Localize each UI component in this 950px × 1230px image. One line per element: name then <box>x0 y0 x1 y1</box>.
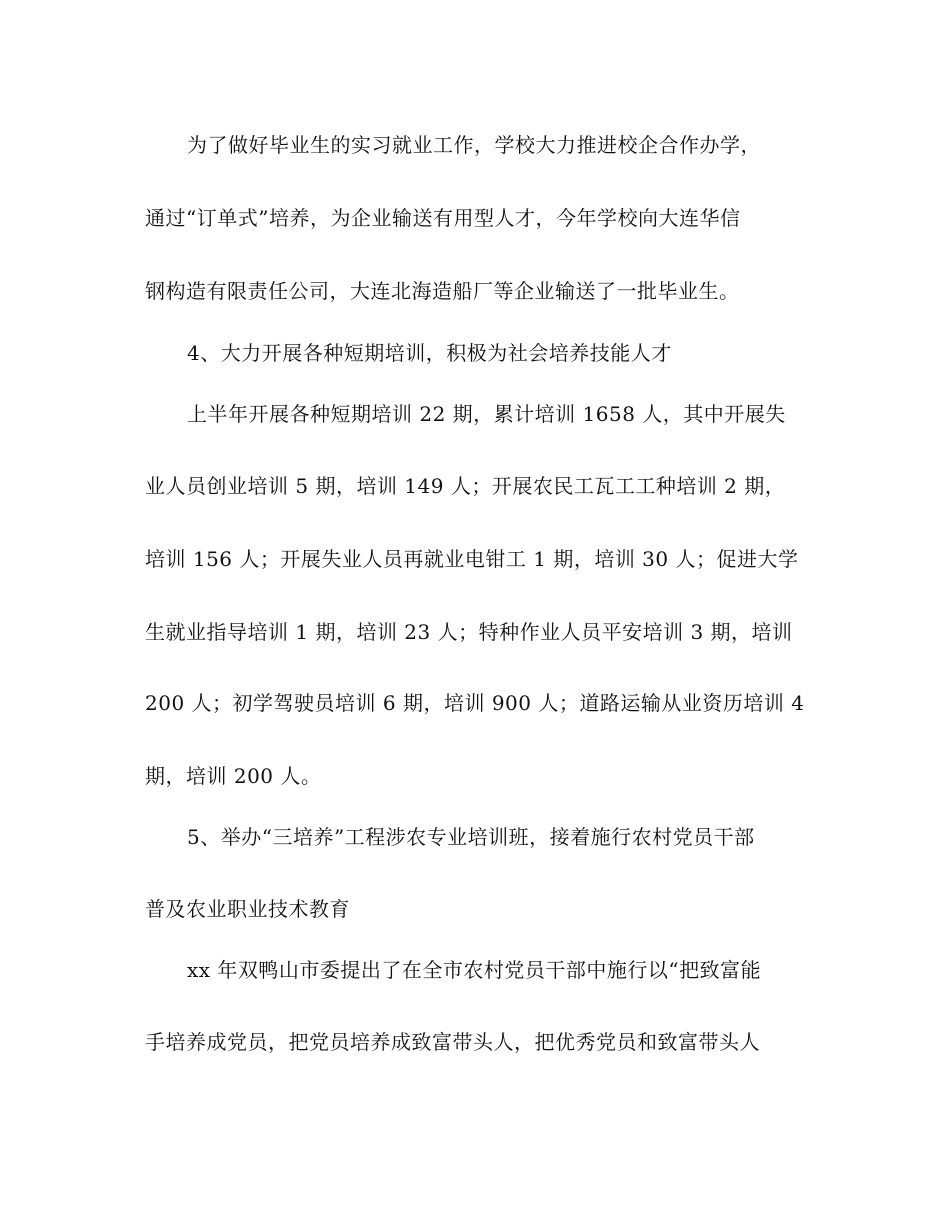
paragraph-line: 钢构造有限责任公司，大连北海造船厂等企业输送了一批毕业生。 <box>145 279 740 303</box>
paragraph-line: 培训 156 人；开展失业人员再就业电钳工 1 期，培训 30 人；促进大学 <box>145 547 799 571</box>
paragraph-line: 200 人；初学驾驶员培训 6 期，培训 900 人；道路运输从业资历培训 4 <box>145 691 805 715</box>
paragraph-line: 上半年开展各种短期培训 22 期，累计培训 1658 人，其中开展失 <box>187 402 786 426</box>
paragraph-line: 生就业指导培训 1 期，培训 23 人；特种作业人员平安培训 3 期，培训 <box>145 620 793 644</box>
section-heading: 4、大力开展各种短期培训，积极为社会培养技能人才 <box>187 341 672 365</box>
section-heading-continued: 普及农业职业技术教育 <box>145 897 350 921</box>
paragraph-line: 业人员创业培训 5 期，培训 149 人；开展农民工瓦工工种培训 2 期， <box>145 474 786 498</box>
section-heading: 5、举办“三培养”工程涉农专业培训班，接着施行农村党员干部 <box>187 825 755 849</box>
paragraph-line: 手培养成党员，把党员培养成致富带头人，把优秀党员和致富带头人 <box>145 1030 760 1054</box>
paragraph-line: 通过“订单式”培养，为企业输送有用型人才，今年学校向大连华信 <box>145 206 741 230</box>
paragraph-line: xx 年双鸭山市委提出了在全市农村党员干部中施行以“把致富能 <box>187 958 762 982</box>
paragraph-line: 期，培训 200 人。 <box>145 764 322 788</box>
paragraph-line: 为了做好毕业生的实习就业工作，学校大力推进校企合作办学， <box>187 133 761 157</box>
